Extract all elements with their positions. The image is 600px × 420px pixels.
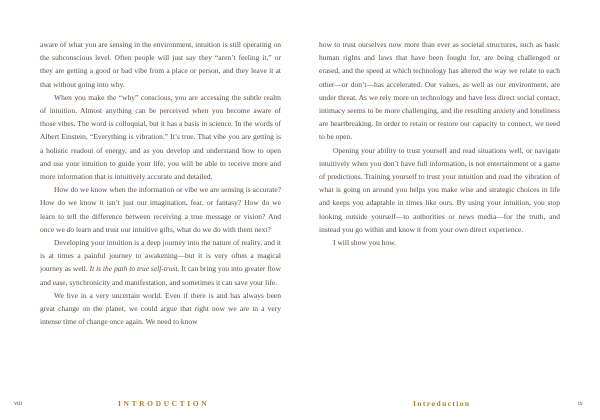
emphasis-text: do	[66, 224, 75, 234]
running-head-left: INTRODUCTION	[118, 399, 210, 408]
emphasis-text: It is the path to true self-trust.	[89, 264, 180, 274]
paragraph	[319, 236, 560, 249]
paragraph	[40, 91, 281, 183]
paragraph-text: I will show you how.	[333, 238, 397, 248]
paragraph	[319, 144, 560, 236]
paragraph-text: Developing your intuition is a deep journey into the nature of reality, and it is at times a painful journey to awakening—but it is very often a magical journey as well.	[40, 238, 281, 274]
running-head-right: Introduction	[413, 399, 471, 408]
paragraph-text: We live in a very uncertain world. Even if there is and has always been great change on the planet, we could argue that right now we are in a very intense time of change once again. We need to know	[40, 290, 281, 327]
paragraph	[319, 38, 560, 144]
paragraph	[40, 38, 281, 91]
paragraph	[40, 236, 281, 289]
paragraph-text: Opening your ability to trust yourself and read situations well, or navigate intuitively when you don’t have full information, is not entertainment or a game of predictions. Training yourself to trust your intuition and read the vibration of what is going on around you helps you make wise and strategic choices in life and keeps you adaptable in times like ours. By using your intuition, you stop looking outside yourself—to authorities or news media—for the truth, and instead you go within and know it from your own direct experience.	[319, 145, 560, 234]
paragraph	[40, 183, 281, 236]
paragraph-text: When you make the “why” conscious, you are accessing the subtle realm of intuition. Almost anything can be perceived when you become aware of those vibes. The word is colloquial, but it has a basis in science. In the words of Albert Einstein, “Everything is vibration.” It’s true. That vibe you are getting is a holistic readout of energy, and as you develop and understand how to open and use your intuition to guide your life, you will be able to receive more and more information that is intuitively accurate and detailed.	[40, 92, 281, 182]
paragraph-text: aware of what you are sensing in the environment, intuition is still operating on the subconscious level. Often people will just say they “aren’t feeling it,” or they are getting a good or bad vibe from a place or person, and they leave it at that without going into why.	[40, 40, 281, 89]
page-number-left: viii	[14, 401, 23, 407]
paragraph-text: How do we know when the information or vibe we are sensing is accurate? How do we know it isn’t just our imagination, fear, or fantasy? How do we learn to tell the difference between receiving a true message or vision? And once we	[40, 185, 281, 234]
paragraph-text: learn and trust our intuitive gifts, what do we do with them next?	[74, 224, 271, 234]
right-page	[319, 38, 560, 249]
page-number-right: ix	[578, 401, 583, 407]
paragraph-text: how to trust ourselves now more than ever as societal structures, such as basic human rights and laws that have been fought for, are being challenged or erased, and the speed at which technology has altered the way we relate to each other—or don’t—has accelerated. Our values, as well as our environment, are under threat. As we rely more on technology and have less direct social contact, intimacy seems to be more challenging, and the resulting anxiety and loneliness are heartbreaking. In order to retain or restore our capacity to connect, we need to be open.	[319, 40, 560, 142]
left-page	[40, 38, 281, 328]
paragraph	[40, 289, 281, 329]
paragraph-text: It can bring you into greater flow and ease, synchronicity and manifestation, and sometimes it can save your life.	[40, 264, 281, 287]
